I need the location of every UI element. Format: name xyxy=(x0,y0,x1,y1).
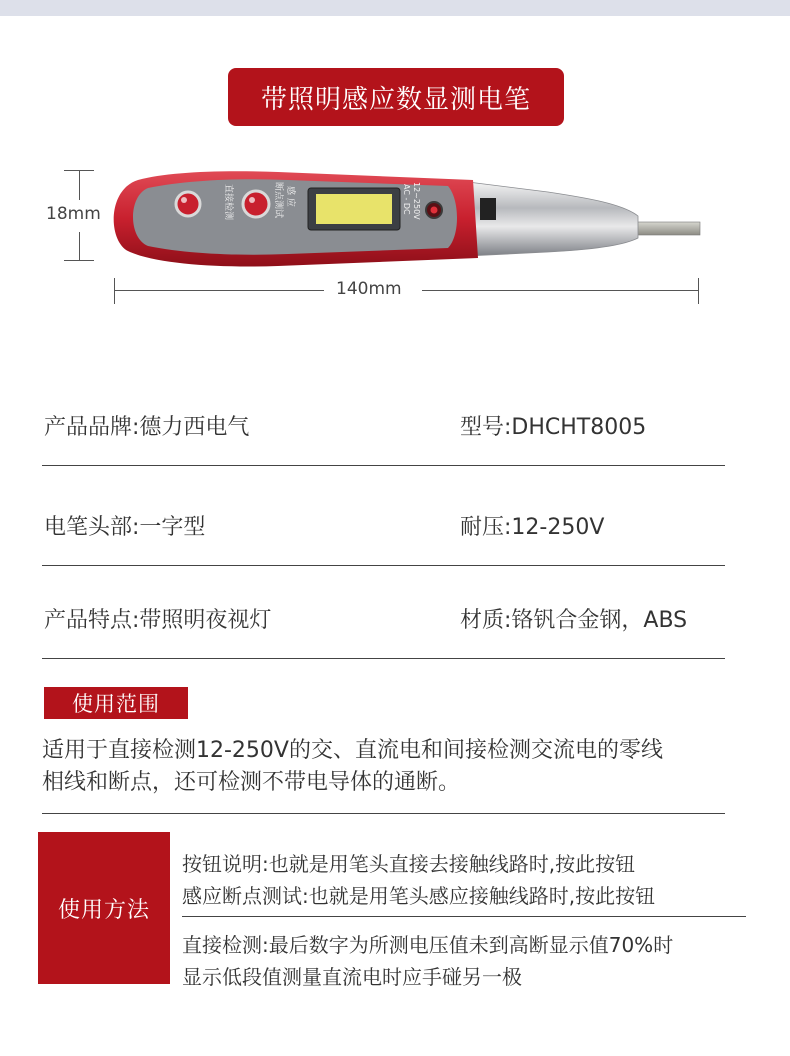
length-dim-label: 140mm xyxy=(336,279,402,299)
length-dim-line-left xyxy=(114,290,324,291)
height-dim-line-top xyxy=(79,170,80,200)
pen-button2-label-line1: 感 应 xyxy=(285,186,295,207)
usage-method-line3: 直接检测:最后数字为所测电压值未到高断显示值70%时 xyxy=(182,933,674,957)
usage-scope-tag: 使用范围 xyxy=(44,687,188,719)
usage-scope-line2: 相线和断点，还可检测不带电导体的通断。 xyxy=(42,770,461,795)
usage-method-line1: 按钮说明:也就是用笔头直接去接触线路时,按此按钮 xyxy=(182,852,636,876)
usage-scope-divider xyxy=(42,813,725,814)
pen-voltage-line2: AC - DC xyxy=(402,184,411,215)
usage-method-divider xyxy=(182,916,746,917)
height-dim-bottom-tick xyxy=(64,260,94,261)
usage-method-line2: 感应断点测试:也就是用笔头感应接触线路时,按此按钮 xyxy=(182,884,656,908)
length-dim-left-tick xyxy=(114,278,115,304)
spec-divider xyxy=(42,658,725,659)
spec-brand: 产品品牌:德力西电气 xyxy=(44,415,250,440)
pen-voltage-line1: 12~250V xyxy=(412,182,421,220)
height-dim-line-bottom xyxy=(79,232,80,260)
length-dim-line-right xyxy=(422,290,698,291)
spec-voltage: 耐压:12-250V xyxy=(460,515,605,540)
spec-model: 型号:DHCHT8005 xyxy=(460,415,647,440)
usage-scope-line1: 适用于直接检测12-250V的交、直流电和间接检测交流电的零线 xyxy=(42,738,663,763)
page-title: 带照明感应数显测电笔 xyxy=(228,68,564,126)
tester-pen-illustration xyxy=(108,160,708,270)
spec-head-type: 电笔头部:一字型 xyxy=(44,515,206,540)
spec-material: 材质:铬钒合金钢，ABS xyxy=(460,608,688,633)
usage-method-tag: 使用方法 xyxy=(38,832,170,984)
pen-button2-label-line2: 断点测试 xyxy=(273,182,283,219)
top-bar xyxy=(0,0,790,16)
pen-button1-label: 直接检测 xyxy=(223,184,233,221)
length-dim-right-tick xyxy=(698,278,699,304)
spec-divider xyxy=(42,565,725,566)
height-dim-label: 18mm xyxy=(46,204,101,224)
spec-features: 产品特点:带照明夜视灯 xyxy=(44,608,272,633)
usage-method-line4: 显示低段值测量直流电时应手碰另一极 xyxy=(182,965,522,989)
spec-divider xyxy=(42,465,725,466)
